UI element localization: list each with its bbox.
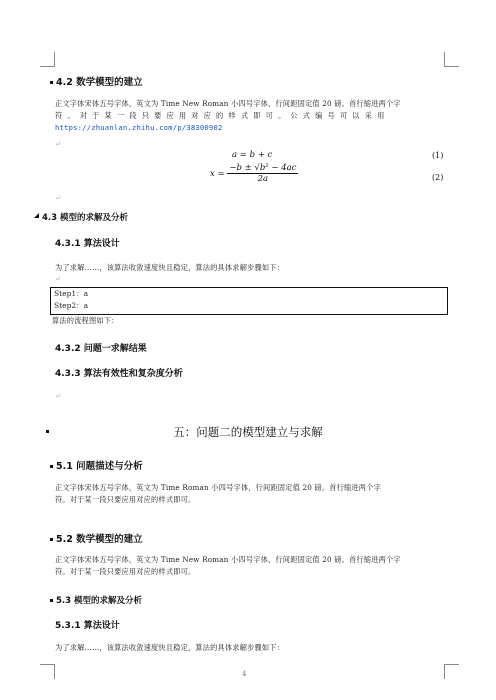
heading-5-1[interactable]: [50, 458, 143, 472]
heading-5-2[interactable]: [50, 531, 143, 545]
paragraph-mark: ↵: [55, 392, 61, 400]
heading-5-3-text: 5.3 模型的求解及分析: [56, 596, 143, 606]
equation-2: [210, 163, 298, 184]
body-paragraph-3-line-1: 正文字体宋体五号字体，英文为 Time New Roman 小四号字体，行间距固定值 20 磅。首行缩进两个字: [55, 555, 401, 564]
algorithm-box[interactable]: [50, 287, 448, 315]
body-paragraph-3-line-2: 符。对于某一段只要应用对应的样式即可。: [55, 567, 196, 576]
crop-mark-top-right: [444, 52, 459, 67]
page-number: 4: [242, 670, 247, 678]
heading-4-3-1[interactable]: 4.3.1 算法设计: [55, 239, 120, 249]
equation-2-numerator: −b ± √b² − 4ac: [229, 163, 297, 173]
heading-5-3-1[interactable]: 5.3.1 算法设计: [55, 621, 120, 631]
equation-2-number: (2): [432, 173, 444, 182]
equation-2-denominator: 2a: [257, 174, 269, 184]
algo-flow-caption[interactable]: 算法的流程图如下：: [52, 316, 119, 325]
equation-1-number: (1): [432, 151, 444, 160]
heading-5-2-text: 5.2 数学模型的建立: [56, 534, 143, 545]
body-paragraph-2-line-1: 正文字体宋体五号字体，英文为 Time Roman 小四号字体，行间距固定值 20 磅。首行缩进两个字: [55, 483, 381, 492]
algo-intro-2[interactable]: 为了求解……，该算法收敛速度快且稳定，算法的具体求解步骤如下：: [55, 643, 285, 652]
algorithm-step-1: Step1：a: [54, 289, 89, 298]
chapter-5-title[interactable]: 五：问题二的模型建立与求解: [173, 425, 323, 439]
equation-1: a = b + c: [232, 150, 273, 160]
body-paragraph-2[interactable]: [55, 482, 447, 506]
heading-4-3[interactable]: 4.3 模型的求解及分析: [42, 213, 129, 223]
heading-bullet: [50, 599, 53, 602]
body-paragraph-1[interactable]: [55, 98, 447, 134]
crop-mark-bottom-left: [40, 664, 55, 679]
heading-4-2-text: 4.2 数学模型的建立: [56, 77, 143, 88]
body-paragraph-1-line-1: 正文字体宋体五号字体，英文为 Time New Roman 小四号字体，行间距固定值 20 磅。首行缩进两个字: [55, 99, 401, 108]
heading-bullet: [50, 538, 53, 541]
heading-bullet: [50, 465, 53, 468]
heading-4-3-3[interactable]: 4.3.3 算法有效性和复杂度分析: [55, 369, 183, 379]
collapse-triangle-icon[interactable]: [34, 213, 39, 218]
heading-5-3[interactable]: [50, 594, 142, 606]
paragraph-mark: ↵: [55, 194, 61, 202]
heading-4-3-2[interactable]: 4.3.2 问题一求解结果: [55, 344, 147, 354]
heading-5-1-text: 5.1 问题描述与分析: [56, 461, 143, 472]
algorithm-step-2: Step2：a: [54, 301, 89, 310]
crop-mark-bottom-right: [444, 664, 459, 679]
zhihu-link[interactable]: https://zhuanlan.zhihu.com/p/38300902: [55, 123, 223, 132]
algo-intro[interactable]: 为了求解……，该算法收敛速度快且稳定，算法的具体求解步骤如下：: [55, 263, 285, 272]
equation-2-lhs: x =: [210, 169, 225, 179]
body-paragraph-1-line-2: 符。对于某一段只要应用对应的样式即可。公式编号可以采用: [55, 111, 390, 120]
crop-mark-top-left: [40, 52, 55, 67]
heading-bullet: [50, 81, 53, 84]
paragraph-mark: ↵: [55, 140, 61, 148]
paragraph-mark: ↵: [55, 275, 61, 283]
body-paragraph-3[interactable]: [55, 554, 447, 578]
heading-4-2[interactable]: [50, 74, 143, 88]
body-paragraph-2-line-2: 符。对于某一段只要应用对应的样式即可。: [55, 495, 196, 504]
equation-2-fraction: [227, 163, 298, 184]
